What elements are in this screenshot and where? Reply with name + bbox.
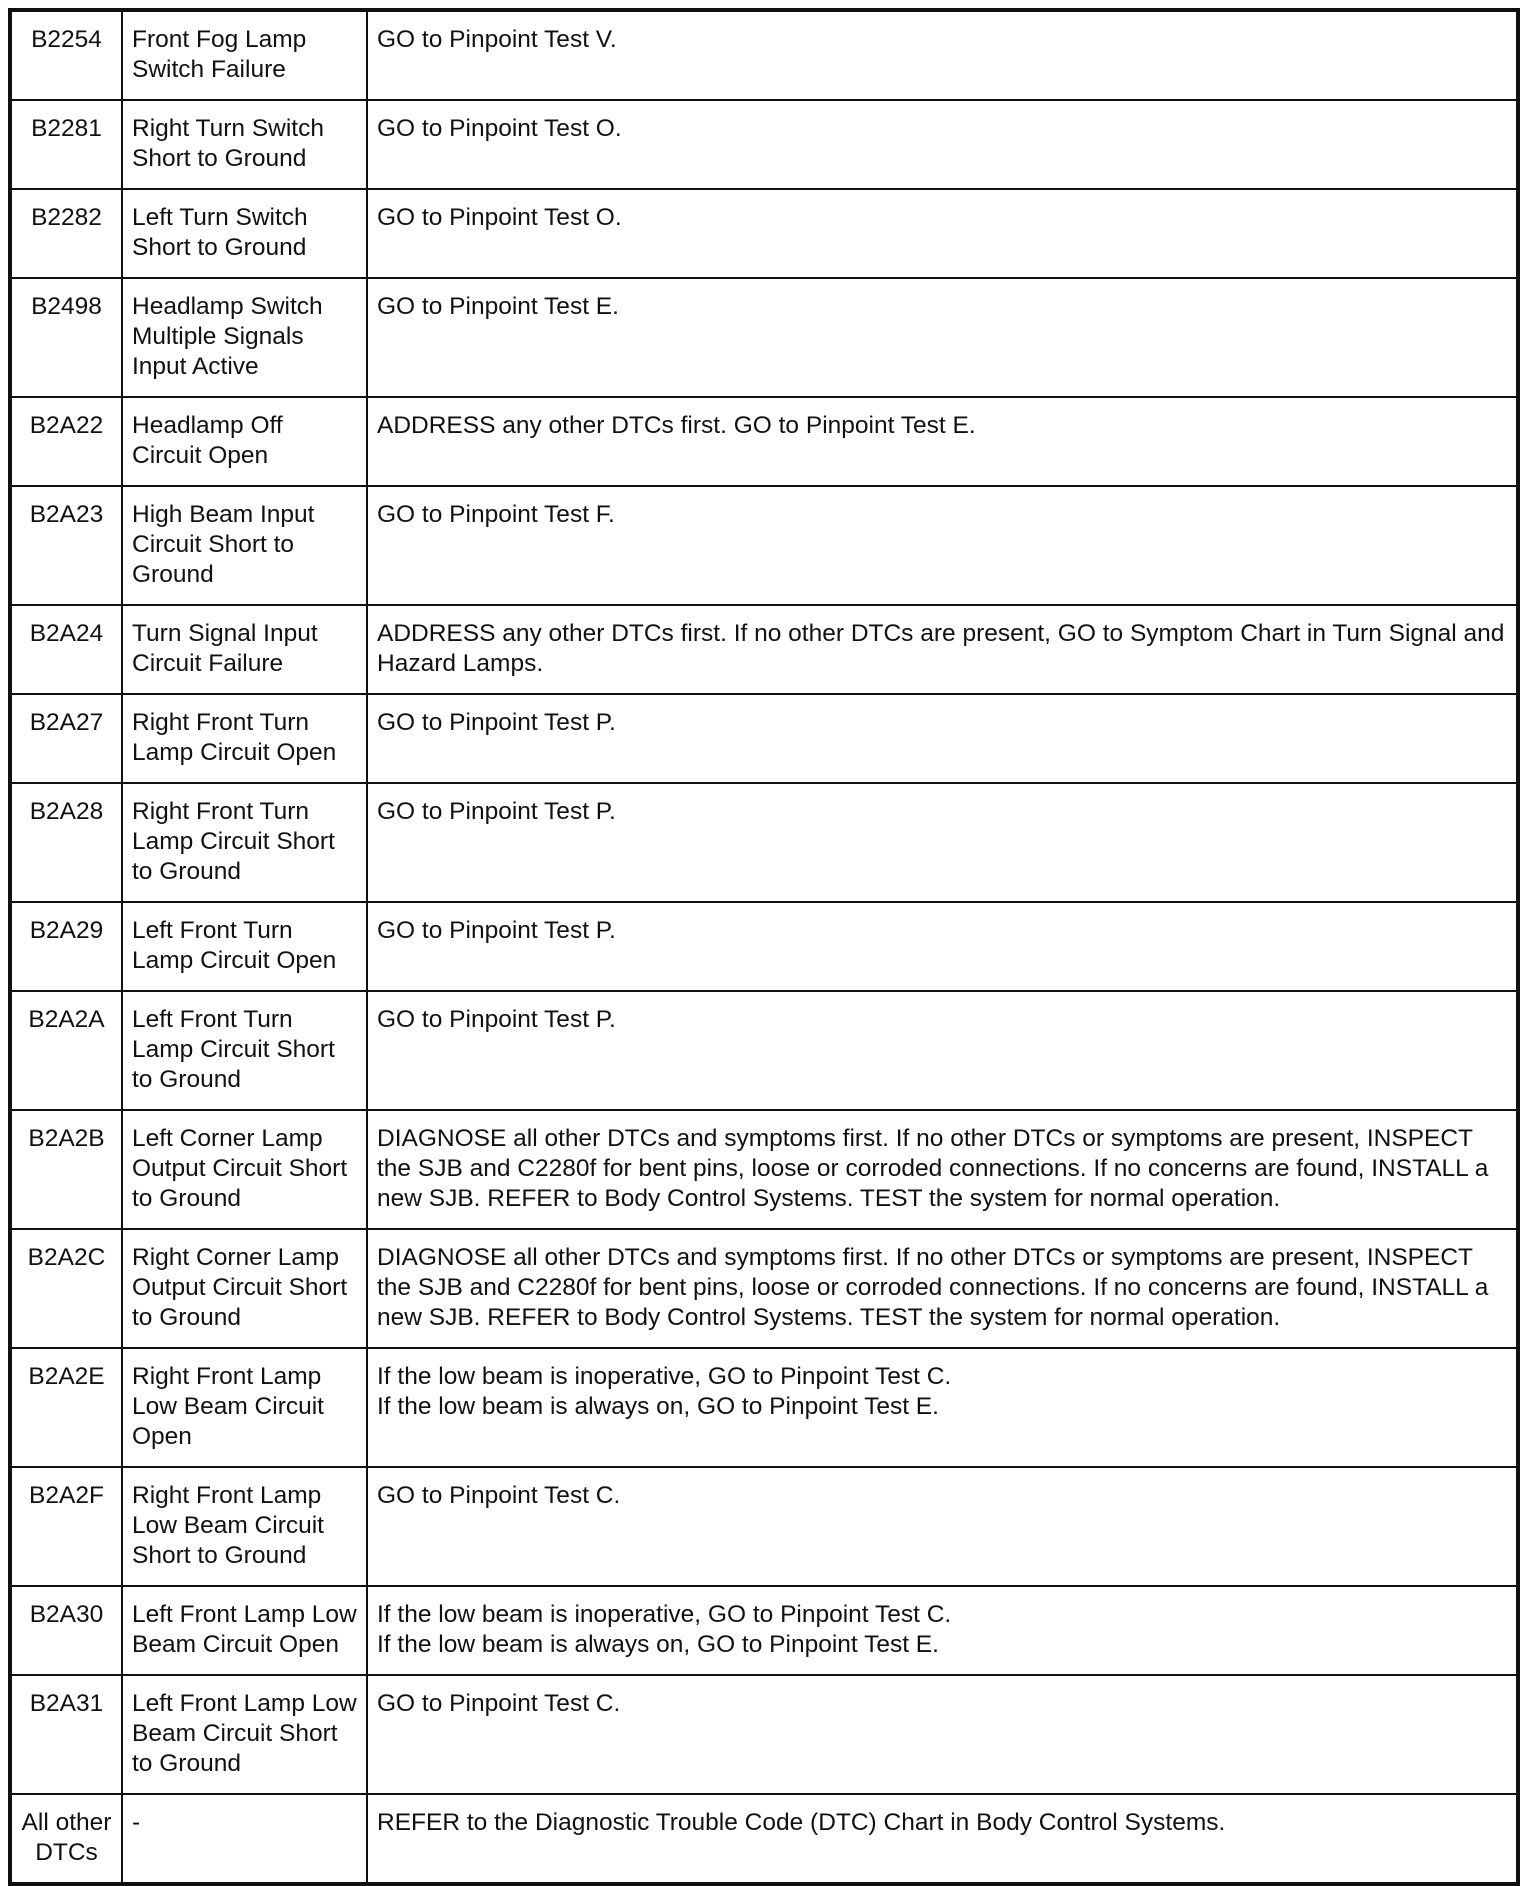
action-cell: GO to Pinpoint Test P. — [367, 694, 1518, 783]
table-row — [10, 189, 1518, 278]
action-cell: GO to Pinpoint Test C. — [367, 1675, 1518, 1794]
dtc-code-cell: B2A29 — [10, 902, 122, 991]
description-cell: Headlamp Off Circuit Open — [122, 397, 367, 486]
table-row — [10, 991, 1518, 1110]
description-cell: Right Front Lamp Low Beam Circuit Short to Ground — [122, 1467, 367, 1586]
dtc-code-cell: B2A24 — [10, 605, 122, 694]
description-cell: Left Front Lamp Low Beam Circuit Short to Ground — [122, 1675, 367, 1794]
table-row — [10, 1586, 1518, 1675]
action-cell: GO to Pinpoint Test C. — [367, 1467, 1518, 1586]
action-cell: GO to Pinpoint Test E. — [367, 278, 1518, 397]
dtc-code-cell: B2A2A — [10, 991, 122, 1110]
table-row — [10, 1348, 1518, 1467]
dtc-code-cell: B2282 — [10, 189, 122, 278]
table-row — [10, 694, 1518, 783]
description-cell: Left Corner Lamp Output Circuit Short to Ground — [122, 1110, 367, 1229]
action-cell: GO to Pinpoint Test O. — [367, 100, 1518, 189]
dtc-code-cell: B2A30 — [10, 1586, 122, 1675]
table-row — [10, 1467, 1518, 1586]
description-cell: Right Front Turn Lamp Circuit Open — [122, 694, 367, 783]
action-cell: GO to Pinpoint Test P. — [367, 902, 1518, 991]
description-cell: Right Front Turn Lamp Circuit Short to Ground — [122, 783, 367, 902]
dtc-code-cell: B2A2C — [10, 1229, 122, 1348]
action-cell: DIAGNOSE all other DTCs and symptoms first. If no other DTCs or symptoms are present, INSPECT the SJB and C2280f for bent pins, loose or corroded connections. If no concerns are found, INSTALL a new SJB. REFER to Body Control Systems. TEST the system for normal operation. — [367, 1229, 1518, 1348]
table-row — [10, 486, 1518, 605]
description-cell: Right Front Lamp Low Beam Circuit Open — [122, 1348, 367, 1467]
action-cell: If the low beam is inoperative, GO to Pinpoint Test C. If the low beam is always on, GO to Pinpoint Test E. — [367, 1586, 1518, 1675]
table-row — [10, 1229, 1518, 1348]
description-cell: Left Front Turn Lamp Circuit Open — [122, 902, 367, 991]
dtc-code-cell: B2A2F — [10, 1467, 122, 1586]
description-cell: Headlamp Switch Multiple Signals Input Active — [122, 278, 367, 397]
action-cell: GO to Pinpoint Test P. — [367, 783, 1518, 902]
table-row — [10, 1110, 1518, 1229]
description-cell: Left Front Lamp Low Beam Circuit Open — [122, 1586, 367, 1675]
description-cell: Left Turn Switch Short to Ground — [122, 189, 367, 278]
dtc-code-cell: B2A27 — [10, 694, 122, 783]
table-row — [10, 1675, 1518, 1794]
action-cell: GO to Pinpoint Test P. — [367, 991, 1518, 1110]
dtc-code-cell: B2A31 — [10, 1675, 122, 1794]
dtc-table-body — [10, 10, 1518, 1884]
dtc-code-cell: B2498 — [10, 278, 122, 397]
table-row — [10, 1794, 1518, 1884]
dtc-table — [8, 8, 1520, 1886]
dtc-code-cell: B2A2B — [10, 1110, 122, 1229]
dtc-code-cell: B2A23 — [10, 486, 122, 605]
table-row — [10, 783, 1518, 902]
action-cell: ADDRESS any other DTCs first. If no other DTCs are present, GO to Symptom Chart in Turn Signal and Hazard Lamps. — [367, 605, 1518, 694]
action-cell: ADDRESS any other DTCs first. GO to Pinpoint Test E. — [367, 397, 1518, 486]
dtc-code-cell: B2254 — [10, 10, 122, 100]
action-cell: If the low beam is inoperative, GO to Pinpoint Test C. If the low beam is always on, GO to Pinpoint Test E. — [367, 1348, 1518, 1467]
dtc-code-cell: B2A2E — [10, 1348, 122, 1467]
action-cell: REFER to the Diagnostic Trouble Code (DTC) Chart in Body Control Systems. — [367, 1794, 1518, 1884]
table-row — [10, 397, 1518, 486]
table-row — [10, 278, 1518, 397]
dtc-code-cell: All other DTCs — [10, 1794, 122, 1884]
description-cell: - — [122, 1794, 367, 1884]
description-cell: Front Fog Lamp Switch Failure — [122, 10, 367, 100]
dtc-code-cell: B2281 — [10, 100, 122, 189]
description-cell: Left Front Turn Lamp Circuit Short to Ground — [122, 991, 367, 1110]
table-row — [10, 100, 1518, 189]
table-row — [10, 902, 1518, 991]
description-cell: High Beam Input Circuit Short to Ground — [122, 486, 367, 605]
dtc-code-cell: B2A28 — [10, 783, 122, 902]
dtc-code-cell: B2A22 — [10, 397, 122, 486]
action-cell: DIAGNOSE all other DTCs and symptoms first. If no other DTCs or symptoms are present, INSPECT the SJB and C2280f for bent pins, loose or corroded connections. If no concerns are found, INSTALL a new SJB. REFER to Body Control Systems. TEST the system for normal operation. — [367, 1110, 1518, 1229]
action-cell: GO to Pinpoint Test O. — [367, 189, 1518, 278]
description-cell: Turn Signal Input Circuit Failure — [122, 605, 367, 694]
table-row — [10, 605, 1518, 694]
action-cell: GO to Pinpoint Test F. — [367, 486, 1518, 605]
description-cell: Right Corner Lamp Output Circuit Short to Ground — [122, 1229, 367, 1348]
action-cell: GO to Pinpoint Test V. — [367, 10, 1518, 100]
description-cell: Right Turn Switch Short to Ground — [122, 100, 367, 189]
table-row — [10, 10, 1518, 100]
